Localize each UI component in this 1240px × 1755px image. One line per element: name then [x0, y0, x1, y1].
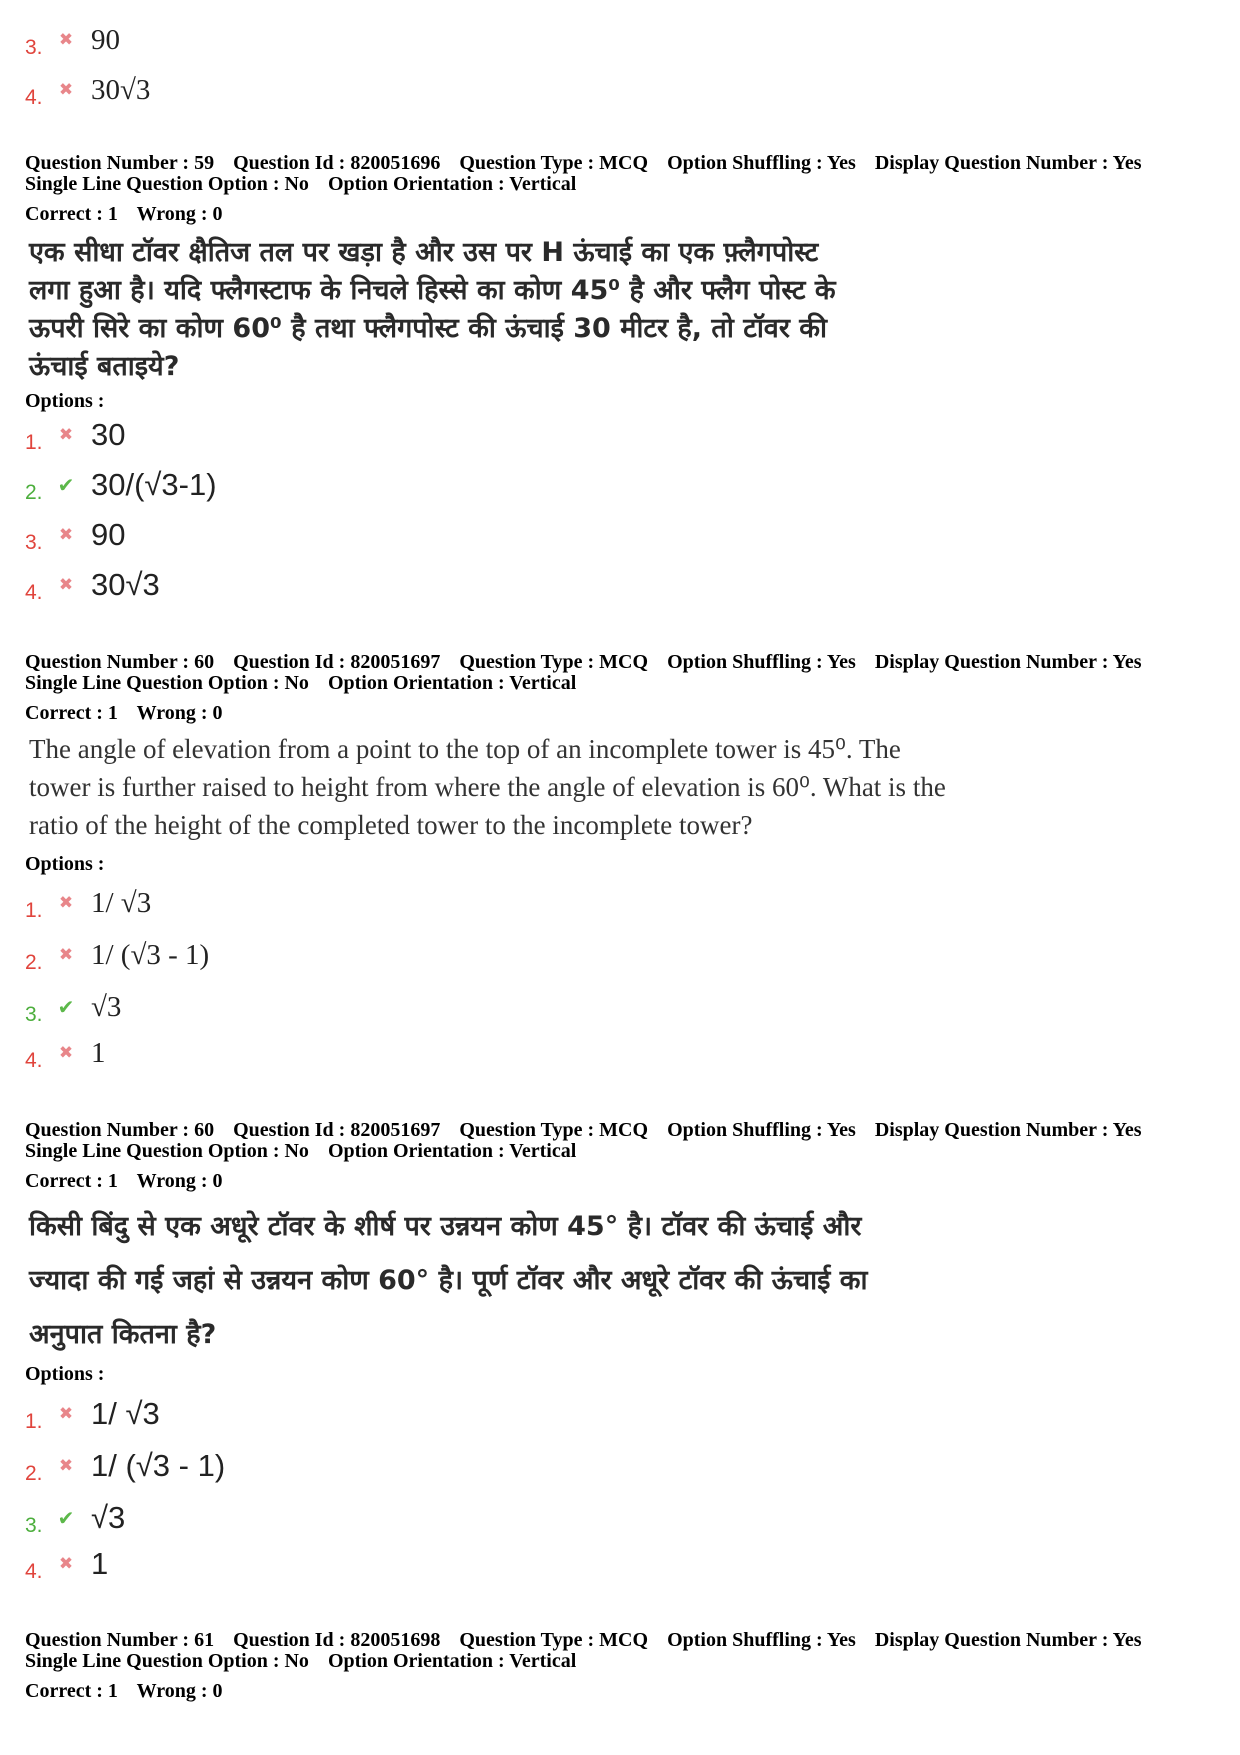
question-line: अनुपात कितना है? [29, 1319, 217, 1350]
correct-score: Correct : 1 [25, 1680, 118, 1702]
option-shuffling: Option Shuffling : Yes [667, 1119, 856, 1141]
option-shuffling: Option Shuffling : Yes [667, 651, 856, 673]
display-question-number: Display Question Number : Yes [874, 651, 1142, 673]
cross-icon: ✖ [58, 425, 74, 445]
option-row [25, 20, 120, 60]
option-number: 1. [25, 431, 43, 454]
option-number: 2. [25, 951, 43, 974]
option-orientation: Option Orientation : Vertical [327, 1140, 577, 1162]
check-icon: ✔ [57, 995, 75, 1019]
question-line: The angle of elevation from a point to the top of an incomplete tower is 45⁰. The [29, 734, 901, 764]
question-text [29, 730, 946, 844]
option-value: 1 [91, 1546, 109, 1581]
option-number: 3. [25, 36, 43, 59]
option-row [25, 70, 150, 110]
options-label: Options : [25, 1363, 105, 1385]
option-value: 1/ √3 [91, 886, 152, 919]
question-id: Question Id : 820051697 [233, 1119, 441, 1141]
question-line: ratio of the height of the completed tower to the incomplete tower? [29, 810, 753, 840]
option-value: 1/ (√3 - 1) [91, 938, 210, 971]
option-number: 4. [25, 1049, 43, 1072]
option-number: 4. [25, 1560, 43, 1583]
question-meta [25, 1630, 1156, 1672]
option-row [25, 935, 209, 975]
option-row-correct [25, 465, 217, 505]
option-value: 90 [91, 517, 126, 552]
option-row-correct [25, 987, 121, 1027]
option-row [25, 1544, 108, 1584]
cross-icon: ✖ [58, 1554, 74, 1574]
option-value: 30√3 [91, 73, 151, 106]
option-value: 1/ √3 [91, 1396, 160, 1431]
correct-score: Correct : 1 [25, 702, 118, 724]
question-type: Question Type : MCQ [459, 651, 649, 673]
question-number: Question Number : 59 [25, 152, 215, 174]
question-meta [25, 1120, 1156, 1162]
option-number: 1. [25, 899, 43, 922]
option-value: 1/ (√3 - 1) [91, 1448, 226, 1483]
option-orientation: Option Orientation : Vertical [327, 1650, 577, 1672]
option-row [25, 515, 125, 555]
option-row [25, 1033, 106, 1073]
option-value: 1 [91, 1036, 106, 1069]
option-number: 3. [25, 1003, 43, 1026]
option-value: 90 [91, 23, 120, 56]
option-row [25, 1446, 225, 1486]
correct-score: Correct : 1 [25, 203, 118, 225]
options-label: Options : [25, 853, 105, 875]
question-id: Question Id : 820051698 [233, 1629, 441, 1651]
wrong-score: Wrong : 0 [136, 203, 223, 225]
option-number: 3. [25, 1514, 43, 1537]
option-shuffling: Option Shuffling : Yes [667, 152, 856, 174]
cross-icon: ✖ [58, 30, 74, 50]
option-shuffling: Option Shuffling : Yes [667, 1629, 856, 1651]
question-line: एक सीधा टॉवर क्षैतिज तल पर खड़ा है और उस पर H ऊंचाई का एक फ़्लैगपोस्ट [29, 237, 819, 268]
question-text [29, 234, 836, 386]
question-meta [25, 652, 1156, 694]
check-icon: ✔ [57, 473, 75, 497]
option-value: 30 [91, 417, 126, 452]
cross-icon: ✖ [58, 525, 74, 545]
question-line: ऊंचाई बताइये? [29, 351, 180, 382]
display-question-number: Display Question Number : Yes [874, 152, 1142, 174]
score-info [25, 1680, 237, 1703]
question-text [29, 1200, 868, 1362]
option-value: √3 [91, 1500, 126, 1535]
option-row [25, 1394, 160, 1434]
single-line-option: Single Line Question Option : No [25, 672, 309, 694]
question-type: Question Type : MCQ [459, 1629, 649, 1651]
option-value: 30/(√3-1) [91, 467, 217, 502]
option-number: 4. [25, 86, 43, 109]
option-row [25, 565, 160, 605]
option-value: √3 [91, 990, 122, 1023]
question-line: ज्यादा की गई जहां से उन्नयन कोण 60° है। पूर्ण टॉवर और अधूरे टॉवर की ऊंचाई का [29, 1265, 868, 1296]
wrong-score: Wrong : 0 [136, 702, 223, 724]
single-line-option: Single Line Question Option : No [25, 173, 309, 195]
option-orientation: Option Orientation : Vertical [327, 173, 577, 195]
question-meta [25, 153, 1156, 195]
option-row-correct [25, 1498, 125, 1538]
question-number: Question Number : 61 [25, 1629, 215, 1651]
option-value: 30√3 [91, 567, 160, 602]
option-number: 1. [25, 1410, 43, 1433]
question-type: Question Type : MCQ [459, 1119, 649, 1141]
option-number: 2. [25, 481, 43, 504]
question-id: Question Id : 820051697 [233, 651, 441, 673]
score-info [25, 1170, 237, 1193]
option-number: 4. [25, 581, 43, 604]
question-line: ऊपरी सिरे का कोण 60⁰ है तथा फ्लैगपोस्ट की ऊंचाई 30 मीटर है, तो टॉवर की [29, 313, 827, 344]
wrong-score: Wrong : 0 [136, 1680, 223, 1702]
option-number: 2. [25, 1462, 43, 1485]
option-row [25, 883, 151, 923]
display-question-number: Display Question Number : Yes [874, 1629, 1142, 1651]
question-type: Question Type : MCQ [459, 152, 649, 174]
cross-icon: ✖ [58, 80, 74, 100]
option-orientation: Option Orientation : Vertical [327, 672, 577, 694]
question-id: Question Id : 820051696 [233, 152, 441, 174]
question-number: Question Number : 60 [25, 1119, 215, 1141]
score-info [25, 203, 237, 226]
single-line-option: Single Line Question Option : No [25, 1140, 309, 1162]
single-line-option: Single Line Question Option : No [25, 1650, 309, 1672]
wrong-score: Wrong : 0 [136, 1170, 223, 1192]
cross-icon: ✖ [58, 1043, 74, 1063]
options-label: Options : [25, 390, 105, 412]
option-number: 3. [25, 531, 43, 554]
cross-icon: ✖ [58, 575, 74, 595]
option-row [25, 415, 125, 455]
cross-icon: ✖ [58, 1404, 74, 1424]
correct-score: Correct : 1 [25, 1170, 118, 1192]
question-line: किसी बिंदु से एक अधूरे टॉवर के शीर्ष पर उन्नयन कोण 45° है। टॉवर की ऊंचाई और [29, 1211, 862, 1242]
score-info [25, 702, 237, 725]
cross-icon: ✖ [58, 1456, 74, 1476]
check-icon: ✔ [57, 1506, 75, 1530]
cross-icon: ✖ [58, 893, 74, 913]
question-line: tower is further raised to height from where the angle of elevation is 60⁰. What is the [29, 772, 946, 802]
display-question-number: Display Question Number : Yes [874, 1119, 1142, 1141]
question-number: Question Number : 60 [25, 651, 215, 673]
question-line: लगा हुआ है। यदि फ्लैगस्टाफ के निचले हिस्से का कोण 45⁰ है और फ्लैग पोस्ट के [29, 275, 836, 306]
cross-icon: ✖ [58, 945, 74, 965]
